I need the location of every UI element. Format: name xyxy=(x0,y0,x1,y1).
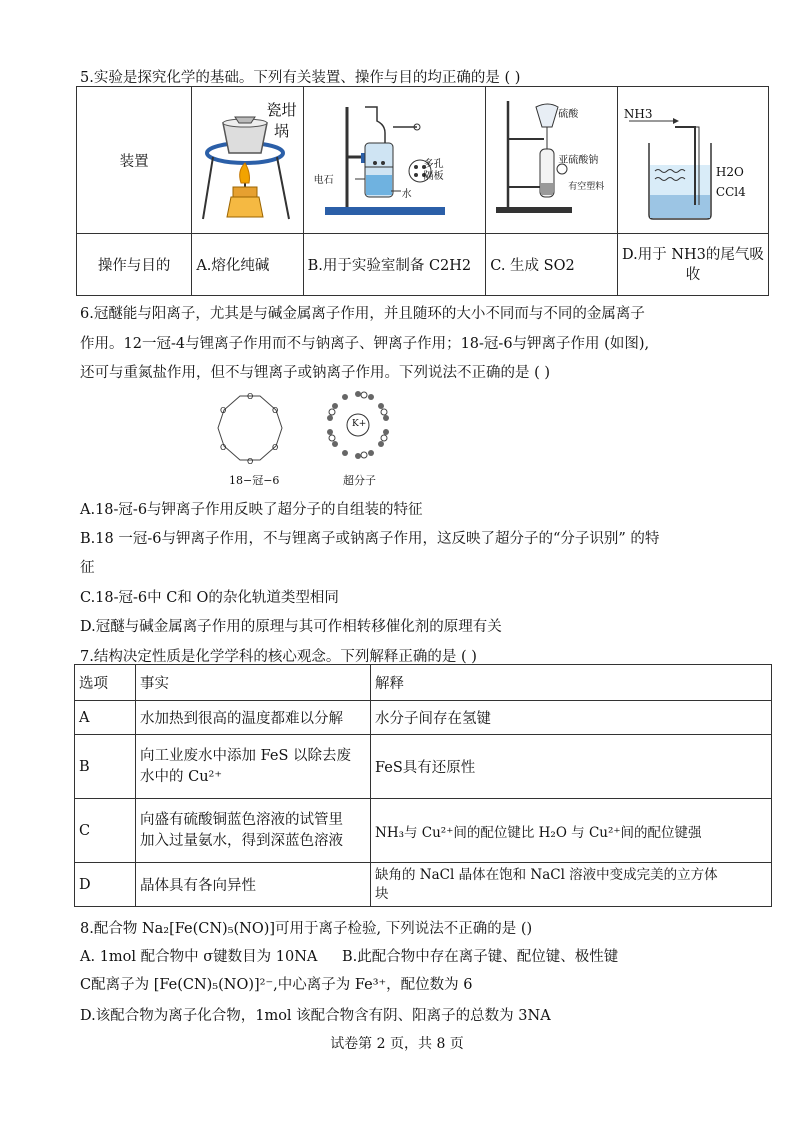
q7-row-b-fact xyxy=(136,735,371,799)
water-layer-label: H2O xyxy=(715,165,744,179)
svg-text:O: O xyxy=(272,406,279,415)
page-footer: 试卷第 2 页，共 8 页 xyxy=(330,1036,464,1052)
water-label: 水 xyxy=(401,189,412,200)
plastic-plate-label: 有空塑料 xyxy=(568,182,605,192)
crown-ether-figure xyxy=(200,382,410,486)
q7-table xyxy=(74,664,772,907)
q5-op-label: 操作与目的 xyxy=(77,234,192,296)
q7-row-c-fact xyxy=(136,799,371,863)
q6-option-b-line1: B.18 一冠-6与钾离子作用，不与锂离子或钠离子作用，这反映了超分子的“分子识别” 的特 xyxy=(80,531,660,547)
acetylene-generator-apparatus xyxy=(305,87,483,229)
q7-stem: 7.结构决定性质是化学学科的核心观念。下列解释正确的是 ( ) xyxy=(80,649,477,665)
q6-option-c: C.18-冠-6中 C和 O的杂化轨道类型相同 xyxy=(80,590,339,606)
q5-option-d xyxy=(617,234,768,296)
q5-table xyxy=(76,86,769,296)
q7-row-d-option: D xyxy=(75,863,136,907)
porous-label-1: 多孔 xyxy=(423,159,444,170)
q7-row-c-fact-line1: 向盛有硫酸铜蓝色溶液的试管里 xyxy=(140,811,343,828)
table-row xyxy=(75,701,772,735)
svg-text:O: O xyxy=(220,406,227,415)
q8-option-c: C配离子为 [Fe(CN)₅(NO)]²⁻,中心离子为 Fe³⁺，配位数为 6 xyxy=(80,977,473,993)
q7-row-d-fact: 晶体具有各向异性 xyxy=(136,863,371,907)
k-ion-label: K+ xyxy=(352,419,367,429)
table-row xyxy=(75,863,772,907)
table-row xyxy=(75,799,772,863)
svg-text:O: O xyxy=(247,392,254,401)
q7-row-d-explanation xyxy=(371,863,772,907)
sulfuric-acid-label: 硫酸 xyxy=(558,109,579,120)
q8-stem: 8.配合物 Na₂[Fe(CN)₅(NO)]可用于离子检验, 下列说法不正确的是 () xyxy=(80,921,533,937)
q6-stem-line3: 还可与重氮盐作用，但不与锂离子或钠离子作用。下列说法不正确的是 ( ) xyxy=(80,365,551,381)
q7-row-c-option: C xyxy=(75,799,136,863)
q5-option-d-line1: D.用于 NH3的尾气吸 xyxy=(622,246,764,263)
q7-row-a-fact: 水加热到很高的温度都难以分解 xyxy=(136,701,371,735)
q7-row-b-explanation: FeS具有还原性 xyxy=(371,735,772,799)
q5-option-d-line2: 收 xyxy=(685,266,701,283)
supramolecule-caption: 超分子 xyxy=(343,474,376,487)
q6-stem-line1: 6.冠醚能与阳离子，尤其是与碱金属离子作用，并且随环的大小不同而与不同的金属离子 xyxy=(80,306,645,322)
q7-row-b-fact-line2: 水中的 Cu²⁺ xyxy=(140,768,223,785)
q7-row-c-explanation: NH₃与 Cu²⁺间的配位键比 H₂O 与 Cu²⁺间的配位键强 xyxy=(371,799,772,863)
q8-option-a: A. 1mol 配合物中 σ键数目为 10NA xyxy=(80,949,318,965)
q7-row-d-expl-line2: 块 xyxy=(375,885,389,902)
q5-stem: 5.实验是探究化学的基础。下列有关装置、操作与目的均正确的是 ( ) xyxy=(80,70,521,86)
crucible-label: 瓷坩埚 xyxy=(266,101,297,140)
calcium-carbide-label: 电石 xyxy=(313,175,334,186)
q5-fig-a-cell xyxy=(192,87,303,234)
svg-text:O: O xyxy=(220,443,227,452)
q6-option-d: D.冠醚与碱金属离子作用的原理与其可作相转移催化剂的原理有关 xyxy=(80,619,502,635)
ammonia-label: NH3 xyxy=(623,107,653,121)
q6-option-b-line2: 征 xyxy=(80,560,95,576)
q7-header-fact: 事实 xyxy=(136,665,371,701)
q5-fig-d-cell xyxy=(617,87,768,234)
q6-stem-line2: 作用。12一冠-4与锂离子作用而不与钠离子、钾离子作用；18-冠-6与钾离子作用 (如图), xyxy=(80,336,650,352)
q7-row-c-fact-line2: 加入过量氨水，得到深蓝色溶液 xyxy=(140,832,343,849)
svg-text:O: O xyxy=(247,457,254,466)
q7-header-explanation: 解释 xyxy=(371,665,772,701)
q5-option-a: A.熔化纯碱 xyxy=(192,234,303,296)
table-row xyxy=(75,735,772,799)
q6-option-a: A.18-冠-6与钾离子作用反映了超分子的自组装的特征 xyxy=(80,502,423,518)
svg-text:O: O xyxy=(272,443,279,452)
q7-header-option: 选项 xyxy=(75,665,136,701)
q7-row-d-expl-line1: 缺角的 NaCl 晶体在饱和 NaCl 溶液中变成完美的立方体 xyxy=(375,866,718,883)
porous-label-2: 隔板 xyxy=(423,171,444,182)
q8-option-d: D.该配合物为离子化合物，1mol 该配合物含有阴、阳离子的总数为 3NA xyxy=(80,1008,551,1024)
q8-option-b: B.此配合物中存在离子键、配位键、极性键 xyxy=(342,949,619,965)
q5-option-c: C. 生成 SO2 xyxy=(486,234,618,296)
crown-ether-caption: 18−冠−6 xyxy=(229,474,280,487)
q7-row-a-option: A xyxy=(75,701,136,735)
q5-fig-c-cell xyxy=(486,87,618,234)
q5-device-label: 装置 xyxy=(77,87,192,234)
q7-row-b-fact-line1: 向工业废水中添加 FeS 以除去废 xyxy=(140,747,351,764)
q7-row-b-option: B xyxy=(75,735,136,799)
q5-fig-b-cell xyxy=(303,87,486,234)
q7-row-a-explanation: 水分子间存在氢键 xyxy=(371,701,772,735)
q5-option-b: B.用于实验室制备 C2H2 xyxy=(303,234,486,296)
ccl4-label: CCl4 xyxy=(715,185,746,199)
sodium-sulfite-label: 亚硫酸钠 xyxy=(558,155,599,166)
